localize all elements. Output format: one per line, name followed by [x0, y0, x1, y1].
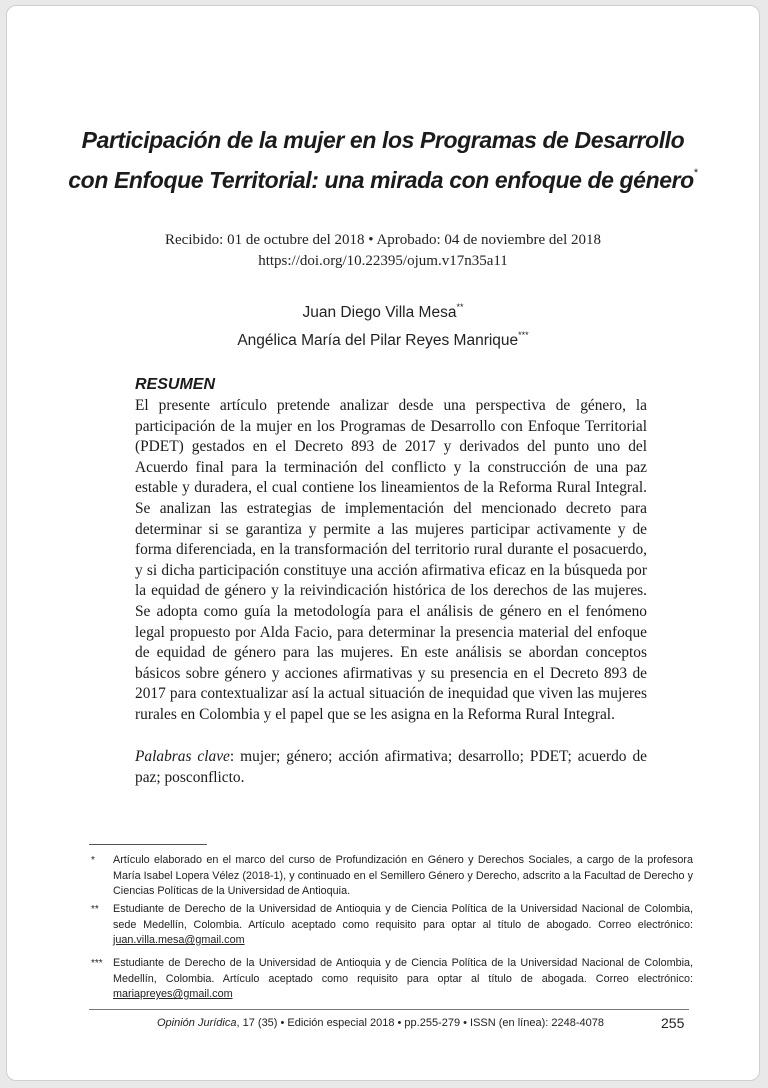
footnote [91, 956, 693, 1003]
received-approved-dates: Recibido: 01 de octubre del 2018 • Aprobado: 04 de noviembre del 2018 [165, 232, 601, 248]
title-footnote-mark: * [693, 167, 698, 179]
footnote-mark: * [91, 855, 95, 866]
journal-details: , 17 (35) • Edición especial 2018 • pp.255-279 • ISSN (en línea): 2248-4078 [236, 1017, 604, 1029]
author-name: Juan Diego Villa Mesa [302, 304, 457, 321]
footnote-mark: ** [91, 904, 99, 915]
footnote-text: Artículo elaborado en el marco del curso de Profundización en Género y Derechos Sociales, a cargo de la profesora María Isabel Lopera Vélez (2018-1), y continuado en el Semillero Género y Derecho, adscrito a la Facultad de Derecho y Ciencias Políticas de la Universidad de Antioquia. [113, 854, 693, 897]
article-title [27, 124, 739, 197]
document-page [6, 5, 760, 1081]
title-line-2 [27, 157, 739, 197]
title-line-2-text: con Enfoque Territorial: una mirada con enfoque de género [68, 167, 694, 193]
footnote [91, 853, 693, 900]
journal-name: Opinión Jurídica [157, 1017, 237, 1029]
footnote-mark: *** [91, 958, 103, 969]
footnote [91, 902, 693, 949]
email-link[interactable]: mariapreyes@gmail.com [113, 988, 233, 1000]
article-metadata [27, 230, 739, 272]
author-footnote-mark: ** [456, 302, 464, 312]
abstract-heading: RESUMEN [135, 376, 216, 393]
footnote-text: Estudiante de Derecho de la Universidad de Antioquia y de Ciencia Política de la Universidad Nacional de Colombia, Medellín, Colombia. Artículo aceptado como requisito para optar al título de abogada. Correo electrónico: [113, 957, 693, 985]
author [27, 296, 739, 324]
abstract-body: El presente artículo pretende analizar desde una perspectiva de género, la participación de la mujer en los Programas de Desarrollo con Enfoque Territorial (PDET) gestados en el Decreto 893 de 2017 y derivados del punto uno del Acuerdo final para la terminación del conflicto y la construcción de una paz estable y duradera, el cual contiene los lineamientos de la Reforma Rural Integral. Se analizan las estrategias de implementación del mencionado decreto para determinar si se garantiza y permite a las mujeres participar activamente y de forma diferenciada, en la transformación del territorio rural durante el posacuerdo, y si dicha participación constituye una acción afirmativa eficaz en la búsqueda por la equidad de género y la reivindicación histórica de los derechos de las mujeres. Se adopta como guía la metodología para el análisis de género en el fenómeno legal propuesto por Alda Facio, para determinar la presencia material del enfoque de equidad de género para las mujeres. En este análisis se abordan conceptos básicos sobre género y acciones afirmativas y su presencia en el Decreto 893 de 2017 para contextualizar así la actual situación de inequidad que viven las mujeres rurales en Colombia y el papel que se les asigna en la Reforma Rural Integral. [135, 397, 647, 723]
title-line-1: Participación de la mujer en los Programas de Desarrollo [81, 127, 685, 153]
keywords-label: Palabras clave [135, 748, 230, 765]
email-link[interactable]: juan.villa.mesa@gmail.com [113, 934, 245, 946]
doi-link[interactable]: https://doi.org/10.22395/ojum.v17n35a11 [258, 253, 508, 269]
author [27, 324, 739, 352]
author-name: Angélica María del Pilar Reyes Manrique [237, 332, 519, 349]
footer-divider [89, 1009, 689, 1010]
footnote-divider [89, 844, 207, 845]
author-list [27, 296, 739, 352]
keywords [135, 747, 647, 788]
keywords-text: : mujer; género; acción afirmativa; desarrollo; PDET; acuerdo de paz; posconflicto. [135, 748, 647, 786]
page-number: 255 [661, 1015, 685, 1031]
author-footnote-mark: *** [518, 330, 529, 340]
journal-citation [157, 1017, 604, 1029]
footnote-text: Estudiante de Derecho de la Universidad de Antioquia y de Ciencia Política de la Universidad Nacional de Colombia, sede Medellín, Colombia. Artículo aceptado como requisito para optar al título de abogado. Correo electrónico: [113, 903, 693, 931]
